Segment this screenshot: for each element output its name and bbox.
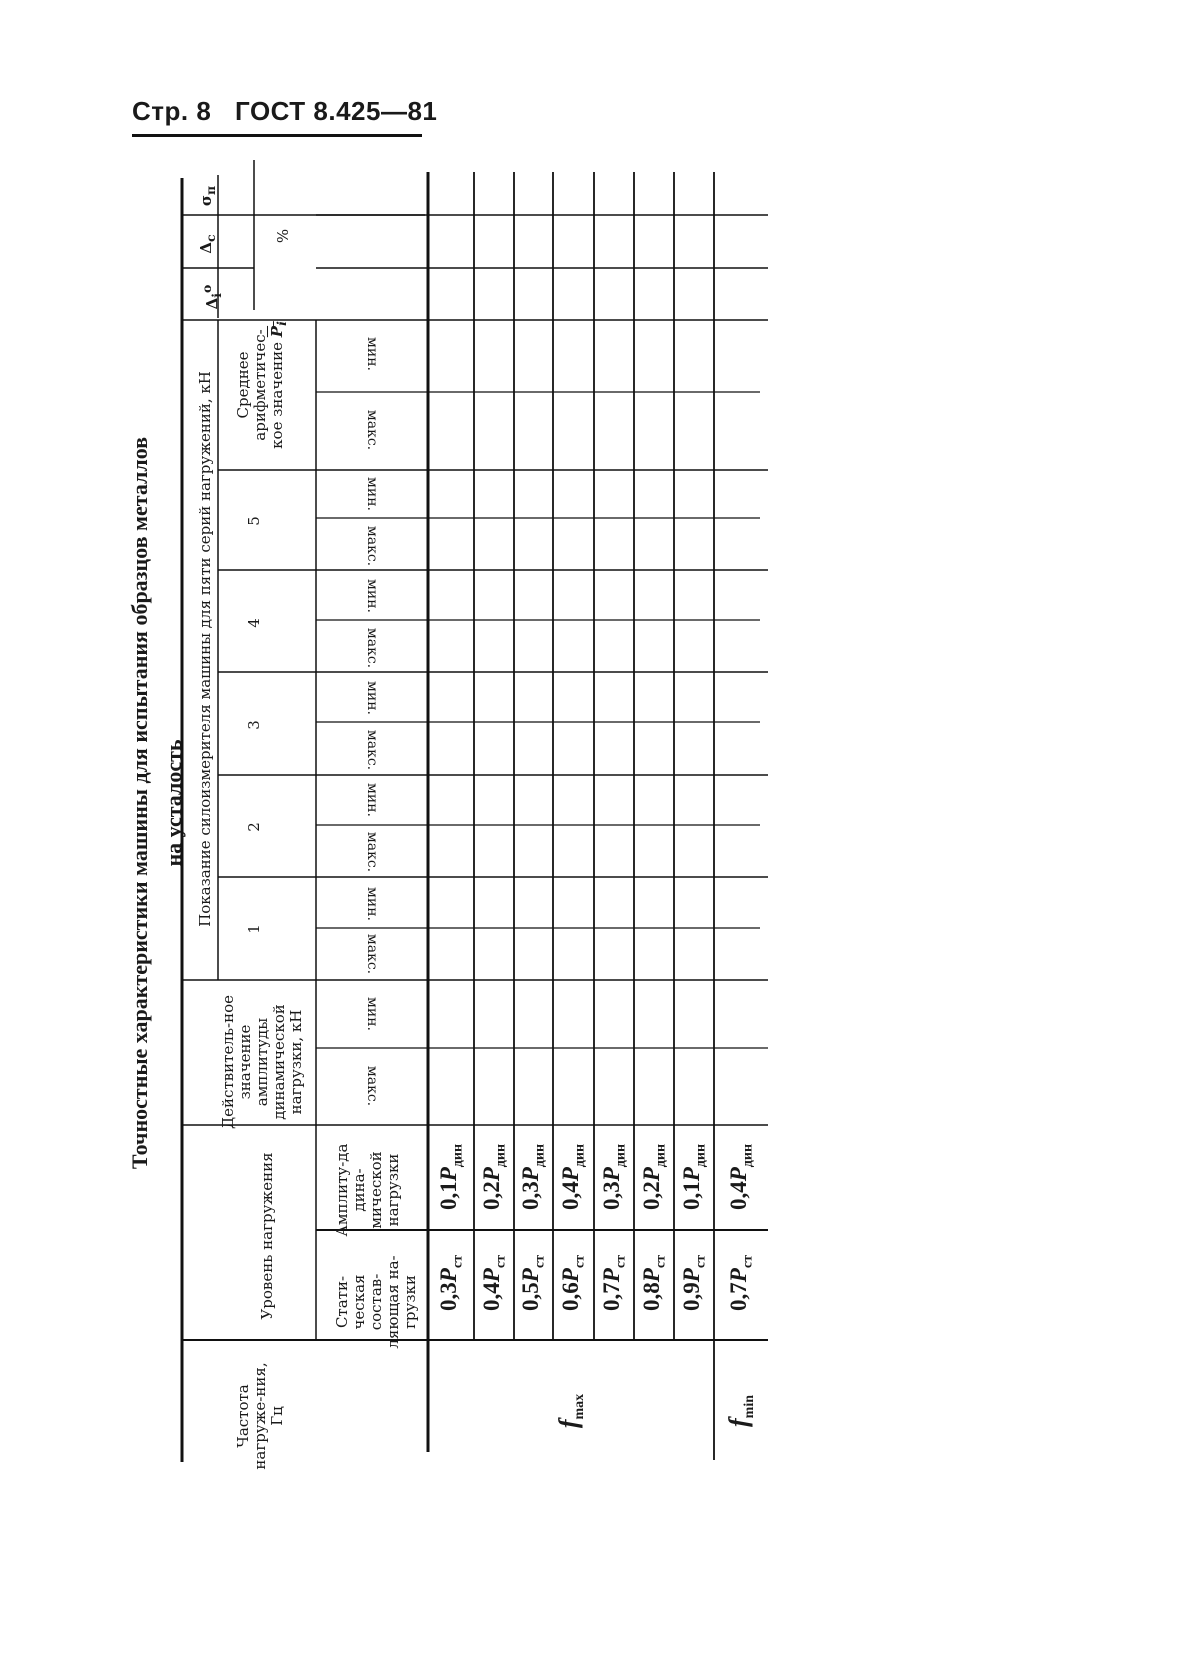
dynamic-value: $0,3P_{дин}$: [599, 1143, 629, 1211]
mean-symbol: $P_i$: [268, 321, 289, 338]
dynamic-value: $0,4P_{дин}$: [726, 1143, 756, 1211]
label-max-1: макс.: [364, 933, 380, 975]
static-value: $0,9P_{ст}$: [679, 1255, 709, 1311]
col-dynamic: Амплиту-да дина-мической нагрузки: [333, 1143, 402, 1237]
col-actual: Действитель-ное значение амплитуды динамической нагрузки, кН: [219, 994, 305, 1130]
dynamic-value: $0,4P_{дин}$: [558, 1143, 588, 1211]
series-4: 4: [245, 618, 263, 628]
mean-label: Среднее арифметичес-кое значение: [234, 329, 286, 449]
series-2: 2: [245, 822, 263, 832]
col-readings: Показание силоизмерителя машины для пяти серий нагружений, кН: [196, 371, 214, 927]
label-max-4: макс.: [364, 627, 380, 669]
label-max-3: макс.: [364, 729, 380, 771]
label-max-actual: макс.: [364, 1065, 380, 1107]
series-1: 1: [245, 924, 263, 934]
series-3: 3: [245, 720, 263, 730]
dynamic-value: $0,1P_{дин}$: [436, 1143, 466, 1211]
label-min-4: мин.: [364, 578, 380, 613]
static-value: $0,4P_{ст}$: [479, 1255, 509, 1311]
static-value: $0,8P_{ст}$: [639, 1255, 669, 1311]
label-max-mean: макс.: [364, 409, 380, 451]
table-title: Точностные характеристики машины для испытания образцов металлов: [127, 436, 152, 1170]
col-percent: %: [274, 228, 292, 244]
static-value: $0,3P_{ст}$: [436, 1255, 466, 1311]
series-5: 5: [245, 516, 263, 526]
label-min-2: мин.: [364, 782, 380, 817]
dynamic-value: $0,2P_{дин}$: [479, 1143, 509, 1211]
static-value: $0,6P_{ст}$: [558, 1255, 588, 1311]
col-delta-c: $\Delta_c$: [197, 234, 218, 254]
static-value: $0,7P_{ст}$: [599, 1255, 629, 1311]
dynamic-value: $0,1P_{дин}$: [679, 1143, 709, 1211]
page-number: Стр. 8: [132, 96, 212, 126]
col-frequency: Частота нагруже-ния, Гц: [234, 1362, 286, 1470]
label-min-1: мин.: [364, 886, 380, 921]
label-min-mean: мин.: [364, 336, 380, 371]
table-title-line2: на усталость: [161, 739, 186, 867]
col-mean: [235, 320, 295, 450]
dynamic-value: $0,2P_{дин}$: [639, 1143, 669, 1211]
standard-number: ГОСТ 8.425—81: [235, 96, 438, 126]
dynamic-value: $0,3P_{дин}$: [518, 1143, 548, 1211]
f-max-label: $f_{max}$: [554, 1393, 588, 1429]
label-min-actual: мин.: [364, 996, 380, 1031]
col-static: Стати-ческая состав-ляющая на-грузки: [333, 1255, 419, 1349]
label-min-5: мин.: [364, 476, 380, 511]
static-value: $0,7P_{ст}$: [726, 1255, 756, 1311]
f-min-label: $f_{min}$: [724, 1395, 758, 1428]
col-delta-i: $\Delta_i^o$: [199, 284, 224, 310]
label-min-3: мин.: [364, 680, 380, 715]
label-max-5: макс.: [364, 525, 380, 567]
label-max-2: макс.: [364, 831, 380, 873]
static-value: $0,5P_{ст}$: [518, 1255, 548, 1311]
col-sigma: $\sigma_п$: [197, 185, 218, 207]
col-load-level: Уровень нагружения: [258, 1152, 276, 1320]
